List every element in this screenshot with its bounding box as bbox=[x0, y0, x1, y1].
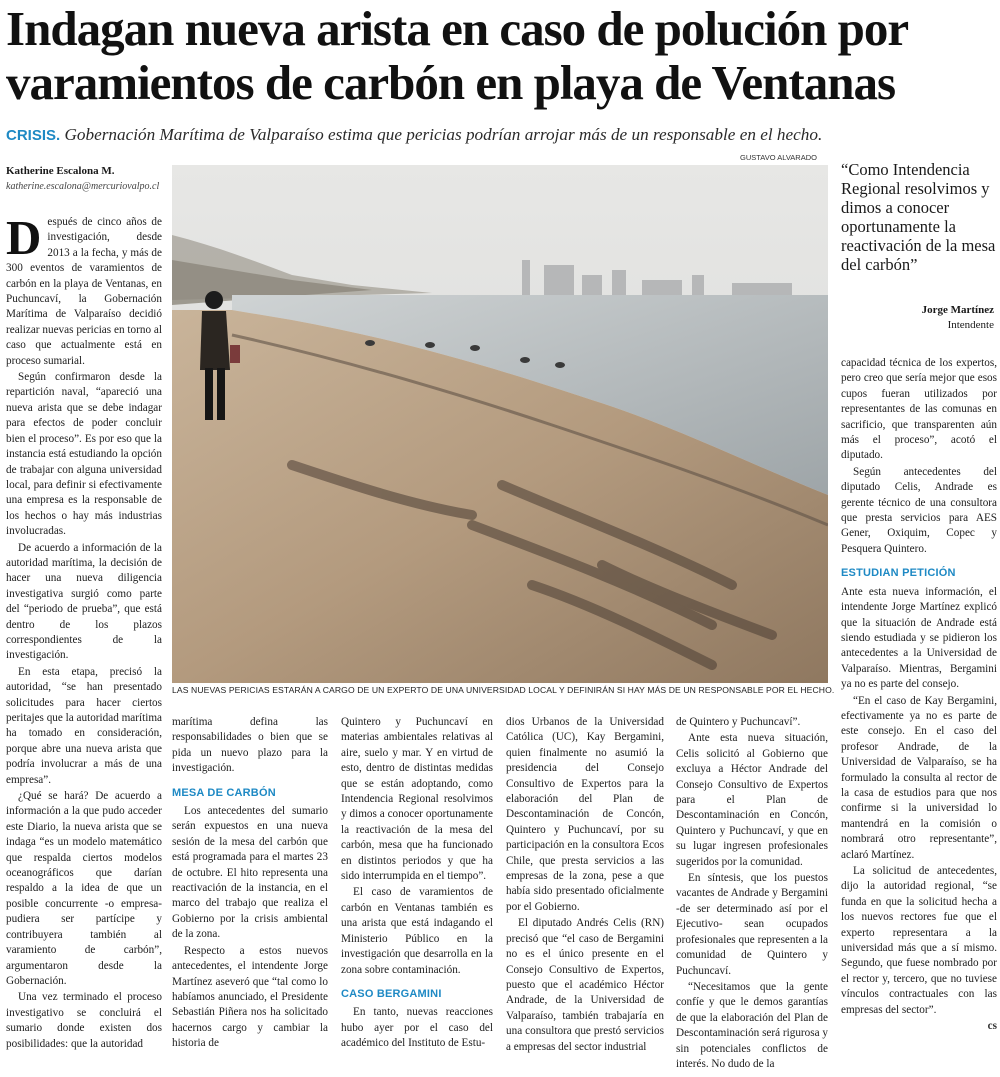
paragraph: De acuerdo a información de la autoridad marítima, la decisión de hacer una nueva diligencia investigativa surgió como parte del “periodo de prueba”, que está dentro de los plazos correspondientes de la investigación. bbox=[6, 541, 162, 662]
paragraph: Ante esta nueva información, el intendente Jorge Martínez explicó que la situación de Andrade está siendo estudiada y se pidieron los antecedentes a la Universidad de Valparaíso. Mientras, Bergamini ya no es parte del consejo. bbox=[841, 585, 997, 691]
paragraph: El diputado Andrés Celis (RN) precisó que “el caso de Bergamini no es el único presente en el Consejo Consultivo de Expertos, puesto que el académico Héctor Andrade, de la Universidad de Valparaíso, también trabajaría en una consultora que prestó servicios a empresas del sector industrial bbox=[506, 917, 664, 1053]
paragraph: El caso de varamientos de carbón en Ventanas también es una arista que está indagando el Ministerio Público en la investigación que desarrolla en la zona sobre contaminación. bbox=[341, 886, 493, 976]
dropcap: D bbox=[6, 215, 42, 265]
photo-caption: LAS NUEVAS PERICIAS ESTARÁN A CARGO DE UN EXPERTO DE UNA UNIVERSIDAD LOCAL Y DEFINIRÁN SI HAY MÁS DE UN RESPONSABLE POR EL HECHO. bbox=[172, 685, 835, 695]
paragraph: Según confirmaron desde la repartición naval, “apareció una nueva arista que se debe indagar para efectos de poder concluir bien el proceso”. Es por eso que la instancia está estudiando la opción de trabajar con alguna universidad local, para definir si efectivamente una empresa es la responsable de los hechos o hay más industrias involucradas. bbox=[6, 371, 162, 538]
paragraph: marítima defina las responsabilidades o bien que se pida un nuevo plazo para la investigación. bbox=[172, 716, 328, 775]
end-mark: cs bbox=[987, 1020, 997, 1033]
headline-line-2: varamientos de carbón en playa de Ventanas bbox=[6, 55, 896, 110]
deck-tag: CRISIS. bbox=[6, 127, 61, 144]
quote-author: Jorge Martínez bbox=[921, 304, 994, 316]
paragraph-text: espués de cinco años de investigación, desde 2013 a la fecha, y más de 300 eventos de varamientos de carbón en la playa de Ventanas, en Puchuncaví, la Gobernación Marítima de Valparaíso decidió realizar nuevas pericias en torno al caso que actualmente está en proceso sumarial. bbox=[6, 216, 162, 367]
paragraph: de Quintero y Puchuncaví”. bbox=[676, 716, 801, 728]
paragraph: Respecto a estos nuevos antecedentes, el intendente Jorge Martínez aseveró que “tal como lo habíamos anunciado, el Presidente Sebastián Piñera nos ha solicitado hacernos cargo y cambiar la historia de bbox=[172, 944, 328, 1050]
end-mark-wrap bbox=[841, 1019, 997, 1034]
article-column-3 bbox=[341, 715, 493, 1075]
beach-photo bbox=[172, 165, 828, 683]
paragraph: En esta etapa, precisó la autoridad, “se han presentado solicitudes para hacer ciertos peritajes que la autoridad marítima ha tomado en consideración, porque abre una nueva arista que podría involucrar a más de una empresa”. bbox=[6, 665, 162, 786]
paragraph: “Necesitamos que la gente confíe y que le demos garantías de que la elaboración del Plan de Descontaminación será rigurosa y sin potenciales conflictos de interés. No dudo de la bbox=[676, 980, 828, 1070]
byline-email[interactable]: katherine.escalona@mercuriovalpo.cl bbox=[6, 181, 160, 192]
beach-photo-illustration bbox=[172, 165, 828, 683]
article-column-2 bbox=[172, 715, 328, 1075]
paragraph: En tanto, nuevas reacciones hubo ayer por el caso del académico del Instituto de Estu- bbox=[341, 1006, 493, 1050]
paragraph: ¿Qué se hará? De acuerdo a información a la que pudo acceder este Diario, la nueva arista que se indaga “es un modelo matemático que respalda ciertos modelos oceanográficos que darían respaldo a la idea de que un posible concurrente -o empresa- pudiera ser partícipe y contribuyera también al varamiento de carbón”, argumentaron desde la Gobernación. bbox=[6, 790, 162, 987]
paragraph: La solicitud de antecedentes, dijo la autoridad regional, “se funda en que la solicitud hecha a los nuevos rectores fue que el experto representara a la universidad más que a sí mismo. Segundo, que fuese nombrado por el rector y, tercero, que no tuviese vínculos contractuales con las empresas del sector”. bbox=[841, 865, 997, 1016]
headline bbox=[6, 2, 996, 110]
headline-line-1: Indagan nueva arista en caso de polución por bbox=[6, 1, 909, 56]
paragraph: “En el caso de Kay Bergamini, efectivamente ya no es parte de este consejo. En el caso del profesor Andrade, de la Universidad de Valparaíso, se ha formulado la consulta al rector de la casa de estudios para que nos confirme si la universidad lo mantendrá en la comisión o nombrará otro representante”, aclaró Martínez. bbox=[841, 694, 997, 861]
article-column-1 bbox=[6, 215, 162, 1073]
paragraph: Quintero y Puchuncaví en materias ambientales relativas al aire, suelo y mar. Y en virtud de esto, dentro de distintas medidas que se están adoptando, como Intendencia Regional resolvimos y dimos a conocer oportunamente la reactivación de la mesa del carbón, mesa que ha funcionado en distintos periodos y que ha sido interrumpida en el tiempo”. bbox=[341, 716, 493, 883]
paragraph: dios Urbanos de la Universidad Católica (UC), Kay Bergamini, quien finalmente no asumió la presidencia del Consejo Consultivo de Expertos para la elaboración del Plan de Descontaminación de Concón, Quintero y Puchuncaví, por su participación en la consultora Ecos Chile, que presta servicios a las empresas de la zona, pese a que había sido presentado oficialmente por el Gobierno. bbox=[506, 716, 664, 913]
byline-name: Katherine Escalona M. bbox=[6, 165, 115, 177]
article-column-6 bbox=[841, 356, 997, 1076]
pull-quote: “Como Intendencia Regional resolvimos y dimos a conocer oportunamente la reactivación de la mesa del carbón” bbox=[841, 160, 996, 274]
paragraph: Los antecedentes del sumario serán expuestos en una nueva sesión de la mesa del carbón que está programada para el martes 23 de octubre. El hito representa una reactivación de la instancia, en el marco del trabajo que realiza el Gobierno por la crisis ambiental de la zona. bbox=[172, 805, 328, 941]
paragraph: capacidad técnica de los expertos, pero creo que sería mejor que esos cupos fueran utilizados por representantes de las comunas en sacrificio, que transparenten aún más el proceso”, acotó el diputado. bbox=[841, 357, 997, 462]
paragraph: En síntesis, que los puestos vacantes de Andrade y Bergamini -de ser determinado así por el Ejecutivo- sean ocupados profesionales que representen a la comunidad de Quintero y Puchuncaví. bbox=[676, 872, 828, 977]
subhead-caso-bergamini: CASO BERGAMINI bbox=[341, 987, 442, 1000]
subhead-estudian-peticion: ESTUDIAN PETICIÓN bbox=[841, 567, 956, 580]
article-column-4 bbox=[506, 715, 664, 1075]
article-column-5 bbox=[676, 715, 828, 1075]
deck-text: Gobernación Marítima de Valparaíso estima que pericias podrían arrojar más de un responsable en el hecho. bbox=[64, 125, 823, 144]
subhead-mesa-de-carbon: MESA DE CARBÓN bbox=[172, 786, 276, 799]
deck bbox=[6, 122, 996, 148]
photo-credit: GUSTAVO ALVARADO bbox=[740, 153, 817, 162]
paragraph bbox=[6, 215, 162, 369]
paragraph: Ante esta nueva situación, Celis solicitó al Gobierno que excluya a Héctor Andrade del Consejo Consultivo de Expertos para el Plan de Descontaminación en Concón, Quintero y Puchuncaví, y que en su lugar ingresen profesionales sugeridos por la comunidad. bbox=[676, 732, 828, 868]
quote-role: Intendente bbox=[947, 319, 994, 331]
paragraph: Una vez terminado el proceso investigativo se concluirá el sumario donde existen dos posibilidades: que la autoridad bbox=[6, 991, 162, 1050]
paragraph: Según antecedentes del diputado Celis, Andrade es gerente técnico de una consultora que presta servicios para AES Gener, Oxiquim, Copec y Pesquera Quintero. bbox=[841, 465, 997, 555]
